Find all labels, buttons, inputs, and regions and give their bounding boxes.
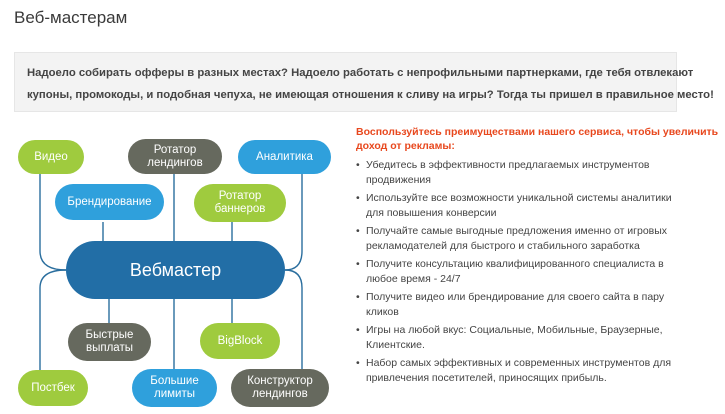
list-item (356, 356, 696, 386)
list-item-line: любое время - 24/7 (366, 273, 461, 285)
feature-rotator-banners-line-2: баннеров (214, 203, 266, 215)
list-item (356, 323, 696, 353)
list-item (356, 191, 696, 221)
list-item-line: для повышения конверсии (366, 207, 497, 219)
intro-box (14, 52, 714, 112)
list-item-line: • Убедитесь в эффективности предлагаемых инструментов (366, 159, 650, 171)
feature-landing-constructor-line-1: Конструктор (247, 375, 313, 387)
feature-big-limits-line-2: лимиты (154, 388, 195, 400)
feature-big-limits (132, 369, 217, 407)
feature-rotator-landings (128, 139, 222, 174)
list-item-line: • Получайте самые выгодные предложения именно от игровых (366, 225, 668, 237)
benefits-heading-line-1: Воспользуйтесь преимуществами нашего сервиса, чтобы увеличить (356, 126, 719, 138)
page-title: Веб-мастерам (14, 8, 128, 27)
benefits-heading-line-2: доход от рекламы: (356, 140, 455, 152)
feature-rotator-landings-line-1: Ротатор (153, 143, 197, 156)
feature-branding-label: Брендирование (67, 195, 152, 208)
feature-landing-constructor (231, 369, 329, 407)
list-item-line: • Используйте все возможности уникальной системы аналитики (366, 192, 672, 204)
list-item (356, 257, 696, 287)
feature-video (18, 140, 84, 174)
feature-landing-constructor-line-2: лендингов (252, 388, 308, 400)
feature-postback-label: Постбек (31, 381, 75, 394)
feature-fast-payouts-line-2: выплаты (85, 342, 133, 354)
feature-branding (55, 184, 164, 220)
feature-rotator-banners-line-1: Ротатор (218, 190, 262, 202)
feature-postback (18, 370, 88, 406)
feature-bigblock (200, 323, 280, 359)
list-item-line: • Получите видео или брендирование для своего сайта в пару (366, 291, 665, 303)
intro-text-line-2: купоны, промокоды, и подобная чепуха, не имеющая отношения к сливу на игры? Тогда ты пришел в правильное место! (27, 89, 714, 101)
benefits-heading (356, 125, 719, 153)
benefits-list (356, 158, 696, 389)
feature-video-label: Видео (34, 150, 68, 163)
feature-analytics (238, 140, 331, 174)
intro-text-line-1: Надоело собирать офферы в разных местах? Надоело работать с непрофильными партнерками, где тебя отвлекают (27, 67, 694, 79)
list-item (356, 158, 696, 188)
feature-big-limits-line-1: Большие (150, 375, 199, 387)
feature-bigblock-label: BigBlock (217, 334, 263, 347)
center-webmaster: Вебмастер (66, 241, 285, 299)
list-item-line: Клиентские. (366, 339, 425, 351)
list-item-line: • Набор самых эффективных и современных инструментов для (366, 357, 672, 369)
webmaster-diagram (0, 130, 330, 414)
list-item (356, 290, 696, 320)
feature-analytics-label: Аналитика (256, 150, 313, 163)
list-item-line: привлечения посетителей, приносящих прибыль. (366, 372, 607, 384)
feature-fast-payouts-line-1: Быстрые (85, 329, 134, 341)
feature-fast-payouts (68, 323, 151, 361)
feature-rotator-banners (194, 184, 286, 222)
list-item-line: • Игры на любой вкус: Социальные, Мобильные, Браузерные, (366, 324, 663, 336)
list-item (356, 224, 696, 254)
feature-rotator-landings-line-2: лендингов (147, 156, 203, 169)
list-item-line: рекламодателей для быстрого и стабильного заработка (366, 240, 640, 252)
list-item-line: продвижения (366, 174, 431, 186)
list-item-line: • Получите консультацию квалифицированного специалиста в (366, 258, 664, 270)
list-item-line: кликов (366, 306, 399, 318)
